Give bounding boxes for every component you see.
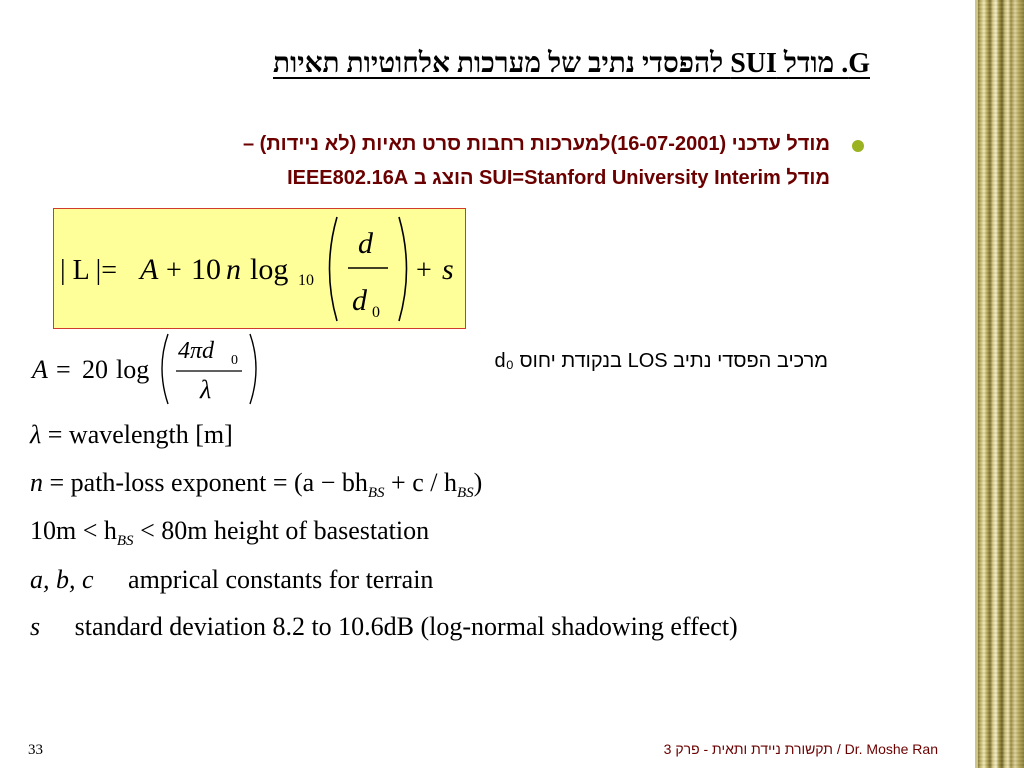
definition-wavelength [30,420,233,450]
A-left-paren [162,334,168,404]
left-paren [330,217,338,321]
coef-10: 10 [191,253,221,286]
fraction-denominator-sub: 0 [372,304,380,321]
A-numerator-sub: 0 [231,353,238,368]
main-formula [54,209,465,328]
A-lhs: A [32,355,48,384]
fraction-denominator: d [352,284,367,317]
log-base: 10 [298,272,314,289]
abs-L: | L |= [60,255,118,286]
definition-symbol: 10m < h [30,516,117,545]
definition-standard-deviation [30,612,738,642]
decorative-border [978,0,1024,768]
bullet-icon [852,140,864,152]
plus-sign: + [166,255,182,286]
definition-basestation-height: $10m < h_{BS} < 80m$ height of basestation [30,516,430,550]
A-coef: 20 [82,355,108,384]
definition-symbol: n [30,468,43,497]
A-right-paren [250,334,256,404]
definition-terrain-constants [30,565,433,595]
definition-symbol: a, b, c [30,565,94,594]
definition-text: standard deviation 8.2 to 10.6dB (log-normal shadowing effect) [74,612,738,641]
definition-text: = wavelength [m] [47,420,233,449]
A-log: log [116,355,150,384]
definition-symbol: s [30,612,41,641]
symbol-n: n [226,253,241,286]
bullet-text-line-1: מודל עדכני (16-07-2001)למערכות רחבות סרט תאיות (לא ניידות) – [242,133,830,155]
definition-path-loss-exponent: n = path-loss exponent = $(a - bh_{BS} + c / h_{BS})$ [30,468,483,502]
slide-title: G. מודל SUI להפסדי נתיב של מערכות אלחוטיות תאיות [273,48,870,79]
plus-sign-2: + [416,255,432,286]
los-reference-note: מרכיב הפסדי נתיב LOS בנקודת יחוס d₀ [494,350,828,372]
A-eq: = [56,355,71,384]
symbol-s: s [442,253,454,286]
symbol-A: A [140,253,159,286]
footer-text: 3 תקשורת ניידת ותאית - פרק / Dr. Moshe Ran [663,741,938,757]
fraction-numerator: d [358,227,373,260]
definition-symbol: λ [30,420,42,449]
definition-text: < 80m height of basestation [133,516,430,545]
right-paren [399,217,407,321]
page-number: 33 [28,742,43,758]
definition-text: = path-loss exponent = (a − bh [49,468,368,497]
bullet-text-line-2: מודל SUI=Stanford University Interim הוצג ב IEEE802.16A [287,167,830,189]
log-text: log [250,253,289,286]
A-definition-formula [30,330,270,410]
A-numerator: 4πd [178,338,215,364]
A-denominator: λ [200,375,212,404]
definition-text: amprical constants for terrain [128,565,434,594]
main-formula-box [53,208,466,329]
